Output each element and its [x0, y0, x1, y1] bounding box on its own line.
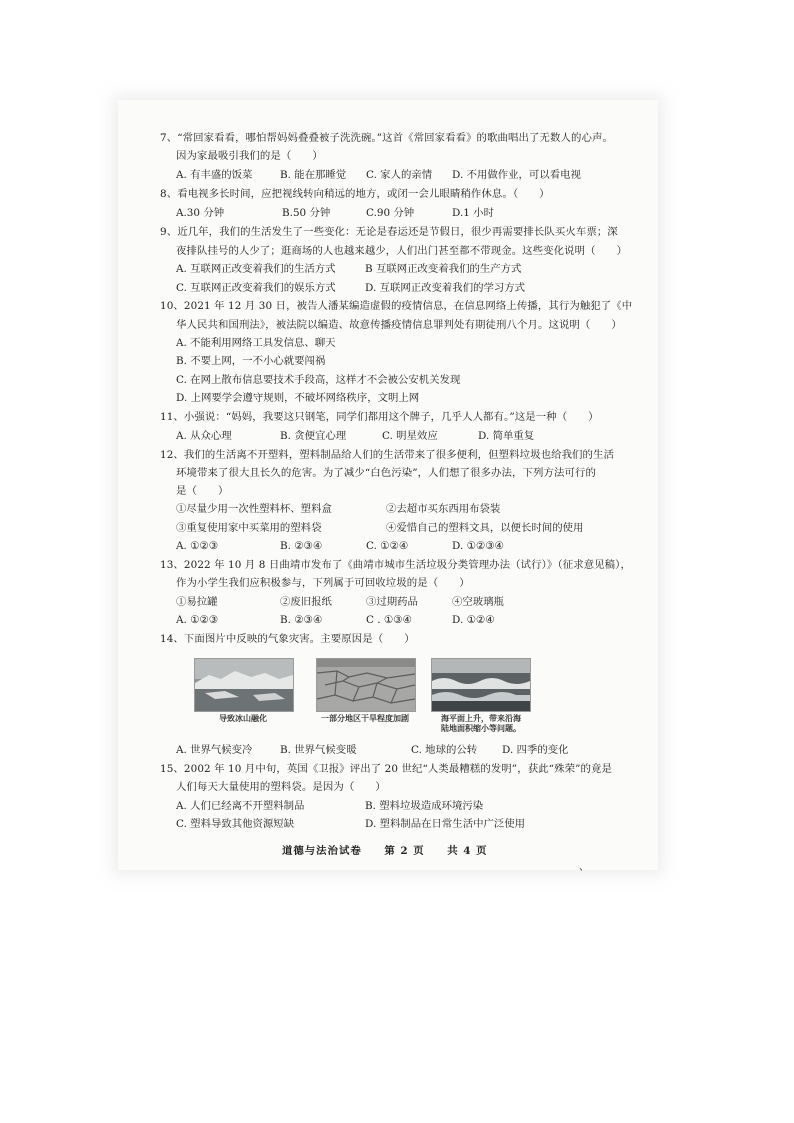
q14-option-d: D. 四季的变化 — [502, 744, 569, 756]
q13-option-c: C . ①③④ — [366, 614, 412, 626]
q9-option-d: D. 互联网正改变着我们的学习方式 — [365, 282, 526, 294]
q11-option-a: A. 从众心理 — [176, 430, 232, 442]
q9-option-b: B 互联网正改变着我们的生产方式 — [365, 263, 522, 275]
q7-stem-1: 7、“常回家看看，哪怕帮妈妈叠叠被子洗洗碗。”这首《常回家看看》的歌曲唱出了无数人的心声。 — [160, 132, 613, 144]
q12-item-4: ④爱惜自己的塑料文具，以便长时间的使用 — [386, 522, 584, 534]
q9-stem-1: 9、近几年，我们的生活发生了一些变化：无论是春运还是节假日，很少再需要排长队买火车票；深 — [160, 226, 618, 238]
drought-cracked-earth-photo — [316, 658, 416, 712]
q10-stem-1: 10、2021 年 12 月 30 日，被告人潘某编造虚假的疫情信息，在信息网络上传播，其行为触犯了《中 — [160, 300, 633, 312]
q11-option-b: B. 贪便宜心理 — [280, 430, 347, 442]
q12-option-a: A. ①②③ — [176, 540, 219, 552]
stray-mark: 、 — [579, 862, 589, 873]
q9-stem-2: 夜排队挂号的人少了；逛商场的人也越来越少，人们出门甚至都不带现金。这些变化说明（ ） — [176, 245, 628, 257]
q15-option-a: A. 人们已经离不开塑料制品 — [176, 800, 305, 812]
figure-caption-3b: 陆地面积缩小等问题。 — [441, 724, 521, 733]
q12-option-d: D. ①②③④ — [452, 540, 504, 552]
q14-option-a: A. 世界气候变冷 — [176, 744, 253, 756]
figure-caption-1: 导致冰山融化 — [219, 714, 267, 723]
q8-option-c: C.90 分钟 — [366, 207, 415, 219]
q10-option-a: A. 不能利用网络工具发信息、聊天 — [176, 337, 336, 349]
sea-level-waves-photo — [431, 658, 531, 712]
footer-subject: 道德与法治试卷 — [282, 845, 362, 857]
q10-option-d: D. 上网要学会遵守规则，不破坏网络秩序，文明上网 — [176, 392, 420, 404]
q15-option-d: D. 塑料制品在日常生活中广泛使用 — [365, 818, 526, 830]
q13-item-1: ①易拉罐 — [176, 596, 218, 608]
q10-option-b: B. 不要上网，一不小心就要闯祸 — [176, 355, 326, 367]
q10-option-c: C. 在网上散布信息要技术手段高，这样才不会被公安机关发现 — [176, 374, 461, 386]
q15-option-c: C. 塑料导致其他资源短缺 — [176, 818, 295, 830]
q13-item-2: ②废旧报纸 — [280, 596, 332, 608]
q12-stem-1: 12、我们的生活离不开塑料，塑料制品给人们的生活带来了很多便利，但塑料垃圾也给我们的生活 — [160, 449, 615, 461]
melting-iceberg-photo — [194, 658, 294, 712]
q10-stem-2: 华人民共和国刑法》，被法院以编造、故意传播疫情信息罪判处有期徒刑八个月。这说明（ ） — [176, 319, 622, 331]
q9-option-c: C. 互联网正改变着我们的娱乐方式 — [176, 282, 336, 294]
q12-stem-2: 环境带来了很大且长久的危害。为了减少“白色污染”，人们想了很多办法，下列方法可行的 — [176, 467, 596, 479]
q14-option-b: B. 世界气候变暖 — [280, 744, 357, 756]
page-footer — [282, 842, 505, 857]
q12-item-2: ②去超市买东西用布袋装 — [386, 503, 501, 515]
q9-option-a: A. 互联网正改变着我们的生活方式 — [176, 263, 336, 275]
q14-figures — [0, 658, 794, 732]
q8-option-b: B.50 分钟 — [282, 207, 331, 219]
q8-stem-1: 8、看电视多长时间，应把视线转向稍远的地方，或闭一会儿眼睛稍作休息。（ ） — [160, 188, 550, 200]
q13-item-4: ④空玻璃瓶 — [452, 596, 504, 608]
footer-page: 第 2 页 — [384, 845, 425, 857]
q13-item-3: ③过期药品 — [366, 596, 418, 608]
q13-option-b: B. ②③④ — [280, 614, 323, 626]
q11-stem-1: 11、小强说：“妈妈，我要这只钢笔，同学们都用这个牌子，几乎人人都有。”这是一种（ ） — [160, 411, 599, 423]
q13-stem-1: 13、2022 年 10 月 8 日曲靖市发布了《曲靖市城市生活垃圾分类管理办法（试行）》（征求意见稿）， — [160, 559, 631, 571]
q11-option-c: C. 明星效应 — [382, 430, 438, 442]
q15-stem-2: 人们每天大量使用的塑料袋。是因为（ ） — [176, 781, 386, 793]
q12-option-c: C. ①②④ — [366, 540, 409, 552]
figure-caption-3a: 海平面上升，带来沿海 — [441, 714, 521, 723]
q12-item-1: ①尽量少用一次性塑料杯、塑料盒 — [176, 503, 332, 515]
q15-option-b: B. 塑料垃圾造成环境污染 — [365, 800, 484, 812]
q12-stem-3: 是（ ） — [176, 485, 229, 497]
q14-stem-1: 14、下面图片中反映的气象灾害。主要原因是（ ） — [160, 633, 415, 645]
q12-option-b: B. ②③④ — [280, 540, 323, 552]
figure-caption-2: 一部分地区干旱程度加剧 — [321, 714, 409, 723]
q8-option-a: A.30 分钟 — [176, 207, 225, 219]
q8-option-d: D.1 小时 — [452, 207, 494, 219]
q11-option-d: D. 简单重复 — [478, 430, 535, 442]
q15-stem-1: 15、2002 年 10 月中旬，英国《卫报》评出了 20 世纪“人类最糟糕的发明”，获此“殊荣”的竟是 — [160, 763, 612, 775]
q7-option-b: B. 能在那睡觉 — [280, 169, 347, 181]
q14-option-c: C. 地球的公转 — [411, 744, 478, 756]
q7-stem-2: 因为家最吸引我们的是（ ） — [176, 150, 323, 162]
q13-option-a: A. ①②③ — [176, 614, 219, 626]
q13-stem-2: 作为小学生我们应积极参与，下列属于可回收垃圾的是（ ） — [176, 577, 470, 589]
q13-option-d: D. ①②④ — [452, 614, 495, 626]
q7-option-a: A. 有丰盛的饭菜 — [176, 169, 253, 181]
q7-option-d: D. 不用做作业，可以看电视 — [452, 169, 581, 181]
q12-item-3: ③重复使用家中买菜用的塑料袋 — [176, 522, 322, 534]
q7-option-c: C. 家人的亲情 — [366, 169, 433, 181]
footer-total: 共 4 页 — [447, 845, 488, 857]
